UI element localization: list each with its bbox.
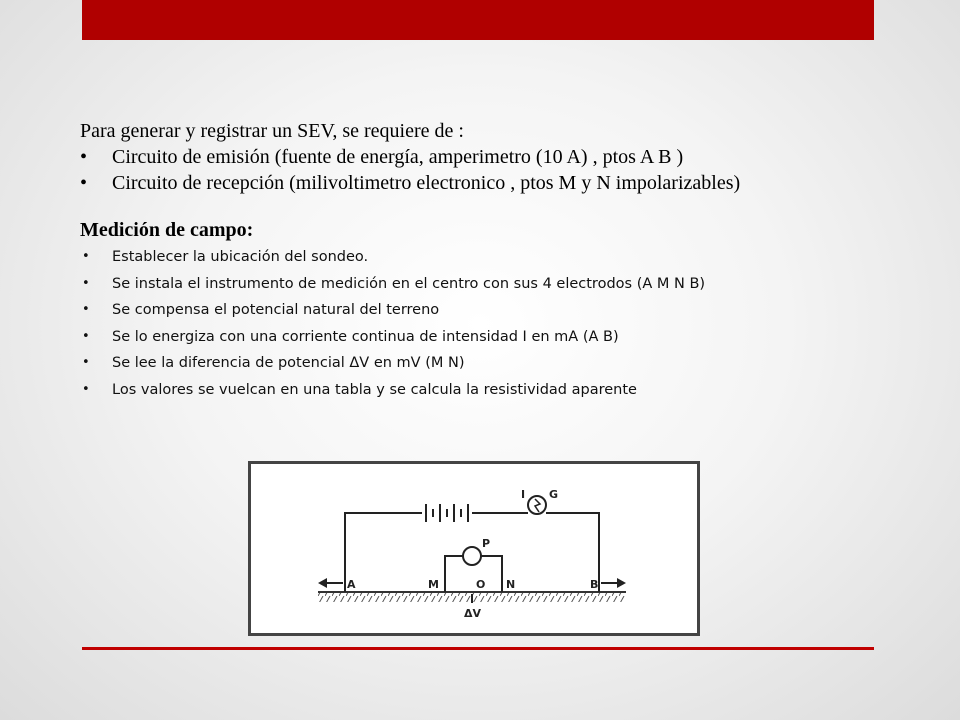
list-item: [80, 350, 880, 377]
slide-content: [80, 118, 880, 403]
step-text: Establecer la ubicación del sondeo.: [112, 249, 369, 265]
electrode-a-label: A: [347, 578, 356, 591]
sev-circuit-diagram: [248, 461, 700, 636]
list-item: [80, 377, 880, 404]
ammeter-icon: [528, 496, 546, 514]
list-item: [80, 170, 880, 196]
list-item: [80, 324, 880, 351]
galvanometer-label: G: [549, 488, 559, 501]
voltmeter-icon: [463, 547, 481, 565]
step-text: Los valores se vuelcan en una tabla y se calcula la resistividad aparente: [112, 381, 637, 398]
list-item: [80, 271, 880, 298]
voltmeter-label: P: [482, 537, 491, 550]
requirement-text: Circuito de emisión (fuente de energía, amperimetro (10 A) , ptos A B ): [112, 146, 684, 168]
bullet: •: [82, 275, 90, 291]
list-item: [80, 144, 880, 170]
requirements-list: [80, 144, 880, 196]
bullet: •: [82, 328, 90, 344]
electrode-n-label: N: [506, 578, 516, 591]
section-heading: Medición de campo:: [80, 219, 254, 241]
bullet: •: [82, 355, 90, 370]
bullet: •: [80, 172, 88, 194]
electrode-b-label: B: [590, 578, 599, 591]
list-item: [80, 297, 880, 324]
intro-text: Para generar y registrar un SEV, se requiere de :: [80, 120, 464, 142]
header-bar: [82, 0, 874, 40]
list-item: [80, 244, 880, 271]
center-o-label: O: [476, 578, 486, 591]
step-text: Se instala el instrumento de medición en el centro con sus 4 electrodos (A M N B): [112, 275, 706, 292]
delta-v-label: ΔV: [464, 607, 482, 620]
step-text: Se lo energiza con una corriente continua de intensidad I en mA (A B): [112, 328, 619, 345]
bullet: •: [82, 381, 90, 397]
step-text: Se compensa el potencial natural del terreno: [112, 302, 440, 318]
steps-list: [80, 244, 880, 403]
bullet: •: [82, 302, 90, 317]
step-text: Se lee la diferencia de potencial ΔV en mV (M N): [112, 355, 465, 371]
bullet: •: [82, 249, 90, 264]
current-label: I: [521, 488, 526, 501]
footer-rule: [82, 647, 874, 650]
requirement-text: Circuito de recepción (milivoltimetro electronico , ptos M y N impolarizables): [112, 172, 741, 194]
bullet: •: [80, 146, 88, 168]
electrode-m-label: M: [428, 578, 439, 591]
